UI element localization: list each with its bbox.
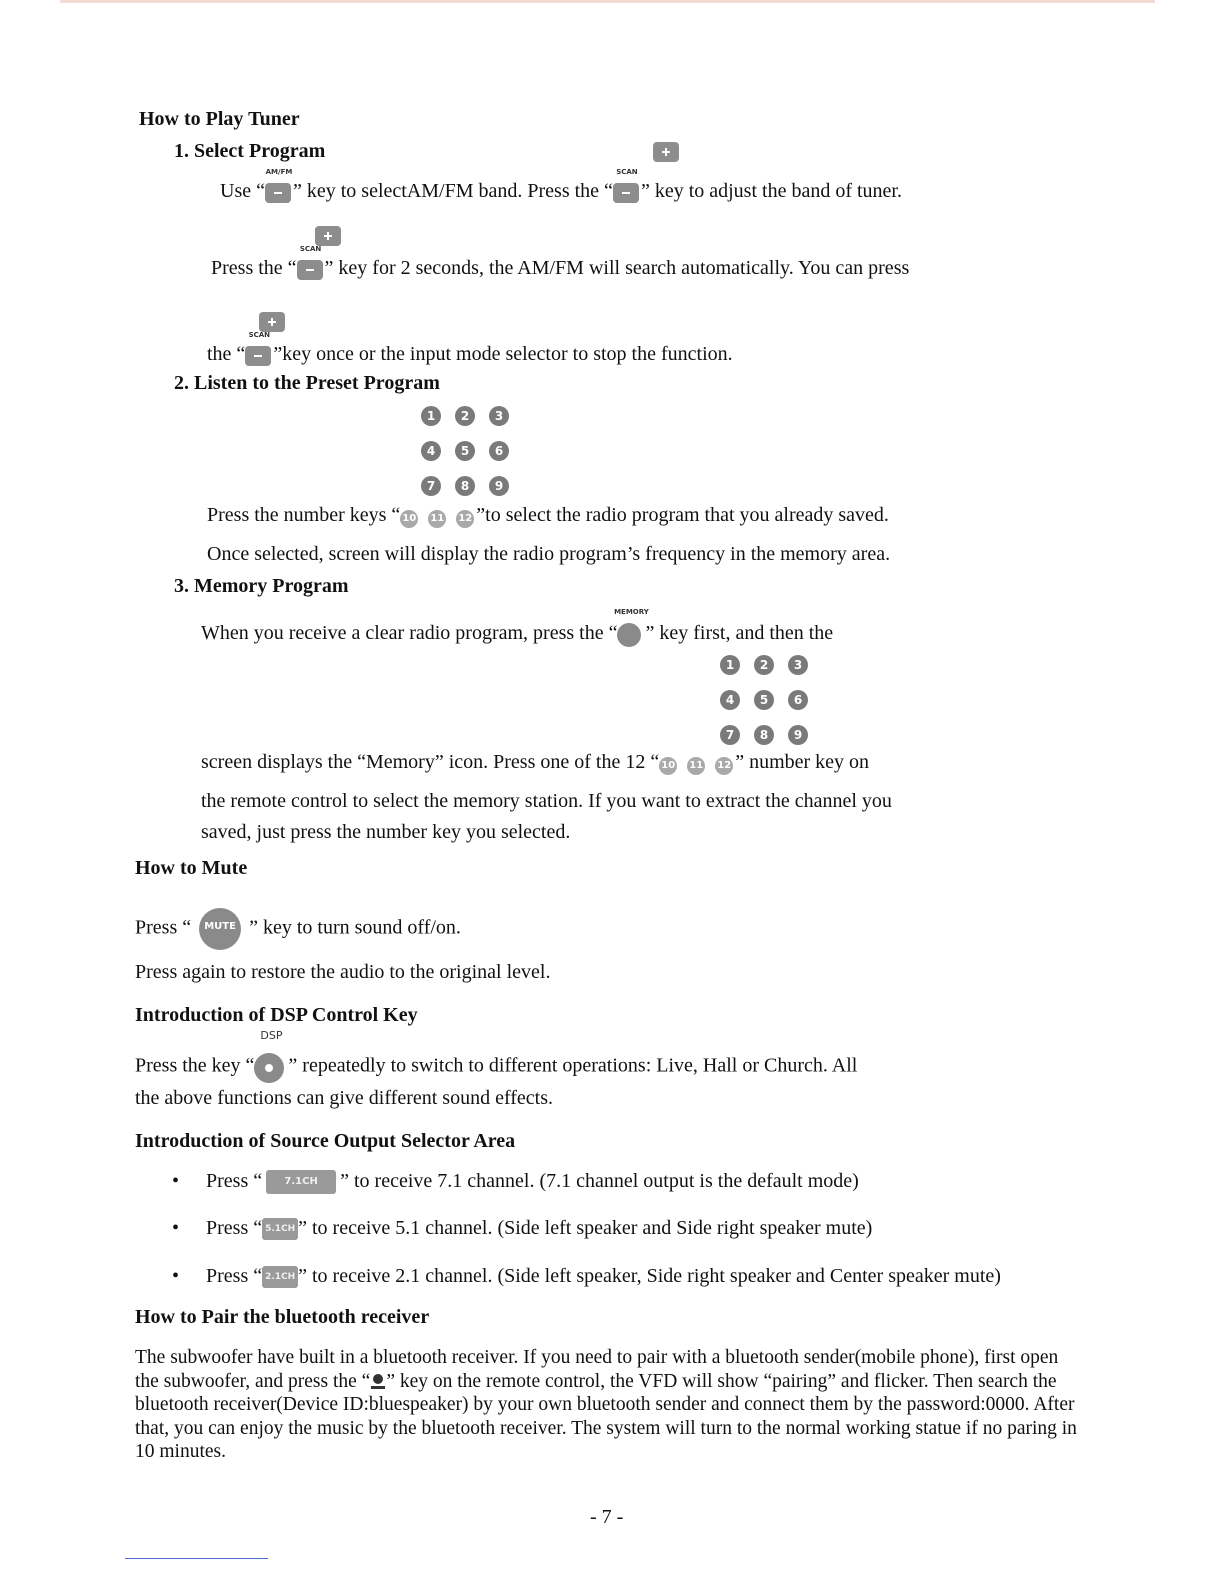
mute-line-2: Press again to restore the audio to the original level.	[135, 961, 551, 983]
dsp-line-2: the above functions can give different sound effects.	[135, 1087, 554, 1109]
number-key-icon: 2	[455, 406, 475, 426]
memory-line-4: saved, just press the number key you selected.	[201, 821, 571, 843]
number-key-11-icon: 11	[428, 510, 446, 528]
bullet-2-1: • Press “ 2.1CH ” to receive 2.1 channel. (Side left speaker, Side right speaker and Center speaker mute)	[172, 1265, 1001, 1287]
bullet-5-1: • Press “ 5.1CH ” to receive 5.1 channel. (Side left speaker and Side right speaker mute)	[172, 1217, 873, 1239]
number-key-icon: 7	[720, 725, 740, 745]
number-key-icon: 7	[421, 476, 441, 496]
7-1ch-key-icon: 7.1CH	[266, 1170, 336, 1194]
number-key-icon: 3	[788, 655, 808, 675]
number-key-icon: 9	[788, 725, 808, 745]
number-key-icon: 1	[720, 655, 740, 675]
number-key-icon: 6	[788, 690, 808, 710]
number-key-icon: 5	[455, 441, 475, 461]
number-key-10-icon: 10	[659, 757, 677, 775]
memory-line-2: screen displays the “Memory” icon. Press one of the 12 “ 10 11 12 ” number key on	[201, 751, 870, 773]
number-key-11-icon: 11	[687, 757, 705, 775]
scan-minus-key-icon-2: SCAN	[297, 257, 325, 281]
bluetooth-person-icon	[370, 1374, 386, 1390]
bullet-dot-icon: •	[172, 1265, 180, 1287]
bullet-7-1: • Press “ 7.1CH ” to receive 7.1 channel. (7.1 channel output is the default mode)	[172, 1170, 859, 1194]
mute-key-icon: MUTE	[199, 908, 241, 950]
bullet-dot-icon: •	[172, 1217, 180, 1239]
bottom-rule	[125, 1558, 268, 1559]
dsp-line-1: Press the key “ DSP ” repeatedly to switch to different operations: Live, Hall or Church. All	[135, 1053, 857, 1081]
number-keypad-2	[720, 652, 822, 745]
select-program-line-2: Press the “ SCAN ” key for 2 seconds, the AM/FM will search automatically. You can press	[211, 257, 909, 281]
memory-key-icon: MEMORY	[617, 622, 645, 646]
number-key-icon: 4	[421, 441, 441, 461]
number-key-icon: 1	[421, 406, 441, 426]
preset-line-1: Press the number keys “ 10 11 12 ”to select the radio program that you already saved.	[207, 504, 889, 526]
preset-line-2: Once selected, screen will display the radio program’s frequency in the memory area.	[207, 543, 891, 565]
2-1ch-key-icon: 2.1CH	[262, 1266, 298, 1288]
memory-line-3: the remote control to select the memory station. If you want to extract the channel you	[201, 790, 892, 812]
number-key-icon: 3	[489, 406, 509, 426]
top-rule	[60, 0, 1155, 3]
page-number: - 7 -	[590, 1506, 624, 1528]
heading-mute: How to Mute	[135, 857, 248, 879]
dsp-key-icon: DSP	[254, 1053, 288, 1081]
bullet-dot-icon: •	[172, 1170, 180, 1192]
bluetooth-paragraph: The subwoofer have built in a bluetooth receiver. If you need to pair with a bluetooth sender(mobile phone), first open the subwoofer, and press the “ ” key on the remote control, the VFD will show “pairing” and flicker. Then search the bluetooth receiver(Device ID:bluespeaker) by your own bluetooth sender and connect them by the password:0000. After that, you can enjoy the music by the bluetooth receiver. The system will turn to the normal working statue if no paring in 10 minutes.	[135, 1347, 1077, 1462]
scan-plus-key-icon-3	[259, 310, 285, 333]
am-fm-key-icon: AM/FM	[265, 180, 293, 204]
select-program-line-3: the “ SCAN ”key once or the input mode selector to stop the function.	[207, 343, 733, 367]
subheading-listen-preset: 2. Listen to the Preset Program	[174, 372, 440, 394]
5-1ch-key-icon: 5.1CH	[262, 1218, 298, 1240]
heading-source-output: Introduction of Source Output Selector Area	[135, 1130, 516, 1152]
number-key-icon: 9	[489, 476, 509, 496]
scan-minus-key-icon-3: SCAN	[245, 343, 273, 367]
number-key-icon: 8	[455, 476, 475, 496]
number-key-icon: 2	[754, 655, 774, 675]
scan-minus-key-icon: SCAN	[613, 180, 641, 204]
scan-plus-key-icon-2	[315, 224, 341, 247]
number-key-icon: 4	[720, 690, 740, 710]
select-program-line-1: Use “ AM/FM ” key to selectAM/FM band. Press the “ SCAN ” key to adjust the band of tuner.	[220, 180, 902, 204]
heading-dsp: Introduction of DSP Control Key	[135, 1004, 418, 1026]
memory-line-1: When you receive a clear radio program, press the “ MEMORY ” key first, and then the	[201, 622, 833, 646]
number-key-10-icon: 10	[400, 510, 418, 528]
number-key-icon: 8	[754, 725, 774, 745]
scan-plus-key-icon	[653, 140, 679, 163]
subheading-select-program: 1. Select Program	[174, 140, 326, 162]
number-key-icon: 5	[754, 690, 774, 710]
mute-line-1: Press “ MUTE ” key to turn sound off/on.	[135, 908, 461, 950]
subheading-memory-program: 3. Memory Program	[174, 575, 349, 597]
number-key-12-icon: 12	[456, 510, 474, 528]
number-keypad-1	[421, 403, 523, 496]
heading-play-tuner: How to Play Tuner	[139, 108, 300, 130]
heading-bluetooth: How to Pair the bluetooth receiver	[135, 1306, 430, 1328]
number-key-12-icon: 12	[715, 757, 733, 775]
number-key-icon: 6	[489, 441, 509, 461]
